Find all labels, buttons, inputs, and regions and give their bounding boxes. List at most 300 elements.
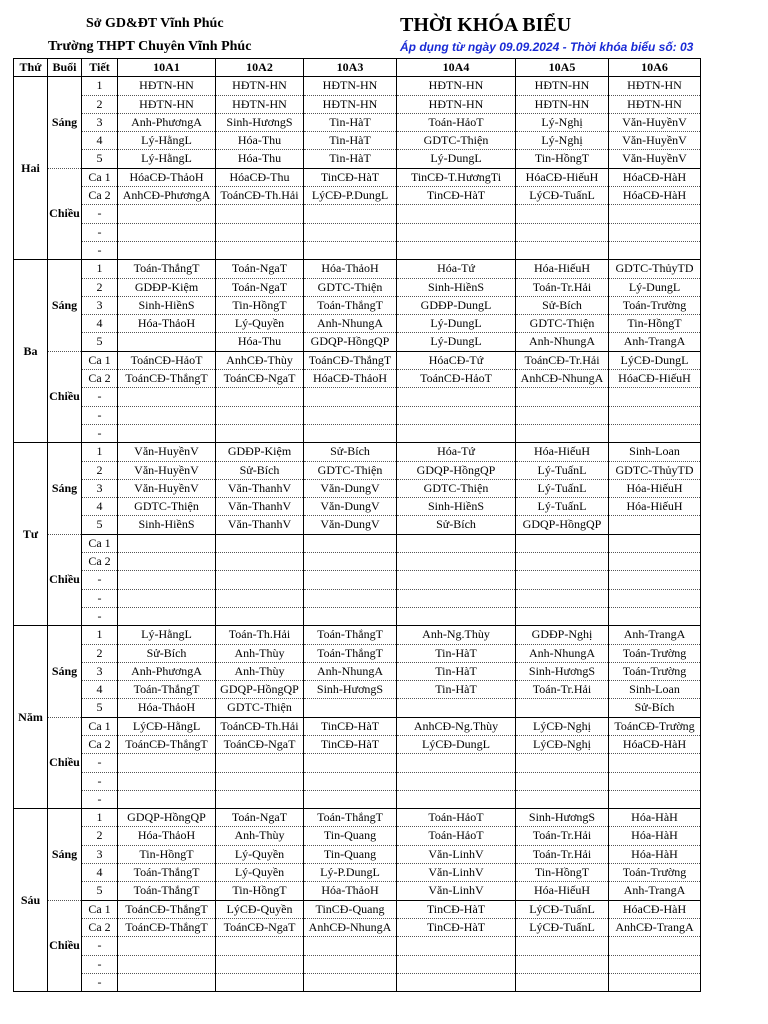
lesson-cell xyxy=(516,790,609,808)
lesson-cell: LýCĐ-Nghị xyxy=(516,717,609,735)
lesson-cell: GDTC-ThủyTD xyxy=(609,461,701,479)
lesson-cell: Văn-HuyềnV xyxy=(609,132,701,150)
lesson-cell: Anh-NhungA xyxy=(516,333,609,351)
lesson-cell xyxy=(118,223,216,241)
lesson-cell: Lý-P.DungL xyxy=(304,864,397,882)
table-row xyxy=(14,150,701,168)
period-label: 1 xyxy=(82,260,118,278)
lesson-cell xyxy=(216,607,304,625)
table-row xyxy=(14,626,701,644)
table-row xyxy=(14,516,701,534)
lesson-cell: Anh-Thùy xyxy=(216,827,304,845)
lesson-cell xyxy=(397,241,516,259)
period-label: 5 xyxy=(82,516,118,534)
lesson-cell: TinCĐ-HàT xyxy=(304,168,397,186)
table-row xyxy=(14,937,701,955)
lesson-cell xyxy=(609,955,701,973)
period-label: Ca 1 xyxy=(82,534,118,552)
lesson-cell xyxy=(118,937,216,955)
lesson-cell: Tin-HàT xyxy=(304,113,397,131)
lesson-cell xyxy=(516,424,609,442)
table-row xyxy=(14,205,701,223)
lesson-cell: Văn-DungV xyxy=(304,479,397,497)
lesson-cell xyxy=(118,406,216,424)
lesson-cell: HóaCĐ-HàH xyxy=(609,900,701,918)
day-label: Ba xyxy=(14,260,48,443)
lesson-cell: ToánCĐ-NgaT xyxy=(216,918,304,936)
lesson-cell xyxy=(118,790,216,808)
lesson-cell: HóaCĐ-Thu xyxy=(216,168,304,186)
lesson-cell: Tin-HàT xyxy=(397,681,516,699)
lesson-cell: Toán-ThắngT xyxy=(118,882,216,900)
lesson-cell xyxy=(397,205,516,223)
lesson-cell xyxy=(118,772,216,790)
table-row xyxy=(14,498,701,516)
lesson-cell xyxy=(609,534,701,552)
lesson-cell: Hóa-Thu xyxy=(216,132,304,150)
lesson-cell xyxy=(118,388,216,406)
session-label: Chiều xyxy=(48,351,82,442)
lesson-cell xyxy=(304,424,397,442)
lesson-cell: Hóa-ThảoH xyxy=(304,882,397,900)
lesson-cell: Anh-Ng.Thùy xyxy=(397,626,516,644)
table-row xyxy=(14,113,701,131)
lesson-cell: Lý-DungL xyxy=(397,333,516,351)
period-label: 1 xyxy=(82,77,118,95)
table-row xyxy=(14,443,701,461)
lesson-cell: HĐTN-HN xyxy=(216,95,304,113)
table-row xyxy=(14,589,701,607)
lesson-cell xyxy=(216,406,304,424)
lesson-cell: Hóa-HiếuH xyxy=(609,498,701,516)
table-row xyxy=(14,223,701,241)
period-label: - xyxy=(82,223,118,241)
lesson-cell: GDTC-Thiện xyxy=(397,479,516,497)
lesson-cell: Văn-HuyềnV xyxy=(609,113,701,131)
period-label: Ca 1 xyxy=(82,900,118,918)
lesson-cell: Anh-TrangA xyxy=(609,882,701,900)
lesson-cell: Anh-Thùy xyxy=(216,662,304,680)
lesson-cell xyxy=(304,241,397,259)
period-label: 4 xyxy=(82,681,118,699)
period-label: - xyxy=(82,205,118,223)
table-row xyxy=(14,827,701,845)
lesson-cell: Toán-NgaT xyxy=(216,260,304,278)
table-row xyxy=(14,315,701,333)
lesson-cell: Tin-HồngT xyxy=(216,882,304,900)
lesson-cell: Hóa-Tứ xyxy=(397,443,516,461)
lesson-cell: Tin-HàT xyxy=(397,644,516,662)
apply-info: Áp dụng từ ngày 09.09.2024 - Thời khóa biểu số: 03 xyxy=(400,40,694,54)
lesson-cell: GDTC-Thiện xyxy=(118,498,216,516)
lesson-cell xyxy=(516,589,609,607)
lesson-cell: LýCĐ-Quyền xyxy=(216,900,304,918)
lesson-cell: Hóa-Tứ xyxy=(397,260,516,278)
lesson-cell: Hóa-ThảoH xyxy=(118,699,216,717)
lesson-cell: Sinh-HiềnS xyxy=(118,516,216,534)
lesson-cell xyxy=(397,790,516,808)
lesson-cell: GDĐP-Nghị xyxy=(516,626,609,644)
period-label: 3 xyxy=(82,113,118,131)
lesson-cell xyxy=(397,388,516,406)
lesson-cell xyxy=(397,553,516,571)
lesson-cell: Sử-Bích xyxy=(397,516,516,534)
lesson-cell: Toán-Tr.Hải xyxy=(516,845,609,863)
lesson-cell xyxy=(516,699,609,717)
lesson-cell: Văn-HuyềnV xyxy=(609,150,701,168)
lesson-cell: ToánCĐ-ThắngT xyxy=(118,370,216,388)
period-label: 4 xyxy=(82,315,118,333)
lesson-cell: HĐTN-HN xyxy=(516,77,609,95)
lesson-cell xyxy=(609,241,701,259)
lesson-cell: HĐTN-HN xyxy=(304,77,397,95)
lesson-cell xyxy=(609,607,701,625)
lesson-cell: ToánCĐ-Th.Hải xyxy=(216,717,304,735)
table-row xyxy=(14,607,701,625)
period-label: 5 xyxy=(82,882,118,900)
lesson-cell: HĐTN-HN xyxy=(118,95,216,113)
lesson-cell: Hóa-HàH xyxy=(609,827,701,845)
lesson-cell xyxy=(397,424,516,442)
lesson-cell: Tin-HàT xyxy=(304,150,397,168)
lesson-cell: HĐTN-HN xyxy=(609,95,701,113)
lesson-cell: Sinh-HươngS xyxy=(516,809,609,827)
period-label: 2 xyxy=(82,461,118,479)
lesson-cell xyxy=(304,205,397,223)
table-row xyxy=(14,644,701,662)
table-row xyxy=(14,918,701,936)
lesson-cell: Toán-Tr.Hải xyxy=(516,278,609,296)
lesson-cell: Lý-DungL xyxy=(397,315,516,333)
lesson-cell: Toán-ThắngT xyxy=(304,809,397,827)
session-label: Sáng xyxy=(48,77,82,168)
lesson-cell: Sinh-HươngS xyxy=(216,113,304,131)
lesson-cell xyxy=(609,406,701,424)
lesson-cell: Lý-Nghị xyxy=(516,113,609,131)
lesson-cell: Lý-Quyền xyxy=(216,864,304,882)
lesson-cell: Văn-DungV xyxy=(304,516,397,534)
lesson-cell: HóaCĐ-HàH xyxy=(609,187,701,205)
lesson-cell xyxy=(216,973,304,991)
lesson-cell: Tin-Quang xyxy=(304,845,397,863)
table-row xyxy=(14,296,701,314)
col-header-class: 10A1 xyxy=(118,59,216,77)
session-label: Sáng xyxy=(48,443,82,534)
lesson-cell: Tin-HàT xyxy=(304,132,397,150)
lesson-cell xyxy=(609,388,701,406)
period-label: 3 xyxy=(82,296,118,314)
lesson-cell: Tin-HồngT xyxy=(118,845,216,863)
timetable xyxy=(13,58,701,992)
lesson-cell: ToánCĐ-HảoT xyxy=(397,370,516,388)
lesson-cell xyxy=(609,571,701,589)
period-label: Ca 2 xyxy=(82,370,118,388)
table-row xyxy=(14,955,701,973)
table-row xyxy=(14,95,701,113)
lesson-cell: GDĐP-Kiệm xyxy=(118,278,216,296)
period-label: 3 xyxy=(82,845,118,863)
period-label: Ca 1 xyxy=(82,168,118,186)
lesson-cell: Hóa-ThảoH xyxy=(118,827,216,845)
lesson-cell xyxy=(397,699,516,717)
period-label: - xyxy=(82,790,118,808)
lesson-cell: AnhCĐ-Thùy xyxy=(216,351,304,369)
lesson-cell: ToánCĐ-NgaT xyxy=(216,370,304,388)
lesson-cell: Anh-NhungA xyxy=(304,315,397,333)
lesson-cell: ToánCĐ-ThắngT xyxy=(118,918,216,936)
lesson-cell: LýCĐ-TuấnL xyxy=(516,918,609,936)
day-label: Năm xyxy=(14,626,48,809)
lesson-cell: HóaCĐ-ThảoH xyxy=(118,168,216,186)
lesson-cell: GDTC-Thiện xyxy=(397,132,516,150)
lesson-cell: Lý-Quyền xyxy=(216,845,304,863)
lesson-cell xyxy=(516,973,609,991)
table-row xyxy=(14,351,701,369)
period-label: 1 xyxy=(82,443,118,461)
col-header-class: 10A3 xyxy=(304,59,397,77)
lesson-cell xyxy=(397,406,516,424)
lesson-cell: Toán-ThắngT xyxy=(304,626,397,644)
table-row xyxy=(14,424,701,442)
lesson-cell: Hóa-HàH xyxy=(609,809,701,827)
period-label: 3 xyxy=(82,479,118,497)
lesson-cell xyxy=(118,333,216,351)
lesson-cell: ToánCĐ-Th.Hải xyxy=(216,187,304,205)
lesson-cell: GDQP-HồngQP xyxy=(304,333,397,351)
period-label: Ca 2 xyxy=(82,553,118,571)
lesson-cell xyxy=(216,772,304,790)
table-row xyxy=(14,882,701,900)
lesson-cell xyxy=(216,754,304,772)
lesson-cell xyxy=(304,571,397,589)
period-label: 4 xyxy=(82,132,118,150)
lesson-cell: Toán-NgaT xyxy=(216,278,304,296)
period-label: - xyxy=(82,607,118,625)
lesson-cell: Sử-Bích xyxy=(118,644,216,662)
col-header-class: 10A4 xyxy=(397,59,516,77)
lesson-cell: Anh-TrangA xyxy=(609,333,701,351)
lesson-cell: GDTC-Thiện xyxy=(216,699,304,717)
lesson-cell xyxy=(304,388,397,406)
lesson-cell xyxy=(304,772,397,790)
lesson-cell xyxy=(609,205,701,223)
lesson-cell xyxy=(397,754,516,772)
lesson-cell: Tin-HàT xyxy=(397,662,516,680)
lesson-cell xyxy=(516,955,609,973)
lesson-cell xyxy=(304,607,397,625)
lesson-cell: GDĐP-Kiệm xyxy=(216,443,304,461)
period-label: - xyxy=(82,937,118,955)
session-label: Sáng xyxy=(48,809,82,900)
lesson-cell: Lý-DungL xyxy=(397,150,516,168)
lesson-cell: Toán-ThắngT xyxy=(118,260,216,278)
day-label: Tư xyxy=(14,443,48,626)
lesson-cell: AnhCĐ-NhungA xyxy=(516,370,609,388)
lesson-cell: Toán-Tr.Hải xyxy=(516,681,609,699)
day-label: Sáu xyxy=(14,809,48,992)
lesson-cell: Lý-Quyền xyxy=(216,315,304,333)
session-label: Chiều xyxy=(48,717,82,808)
period-label: - xyxy=(82,571,118,589)
lesson-cell: HóaCĐ-Tứ xyxy=(397,351,516,369)
lesson-cell xyxy=(397,589,516,607)
lesson-cell: Sinh-HươngS xyxy=(516,662,609,680)
period-label: - xyxy=(82,241,118,259)
lesson-cell: GDQP-HồngQP xyxy=(216,681,304,699)
lesson-cell: Toán-Th.Hải xyxy=(216,626,304,644)
table-row xyxy=(14,168,701,186)
lesson-cell xyxy=(516,205,609,223)
lesson-cell xyxy=(216,388,304,406)
lesson-cell: AnhCĐ-TrangA xyxy=(609,918,701,936)
lesson-cell xyxy=(397,571,516,589)
period-label: 2 xyxy=(82,644,118,662)
lesson-cell: Văn-HuyềnV xyxy=(118,443,216,461)
lesson-cell: Anh-Thùy xyxy=(216,644,304,662)
period-label: 2 xyxy=(82,95,118,113)
lesson-cell xyxy=(216,955,304,973)
timetable-container xyxy=(13,58,701,992)
lesson-cell: LýCĐ-DungL xyxy=(609,351,701,369)
lesson-cell: Văn-ThanhV xyxy=(216,516,304,534)
lesson-cell: Toán-HảoT xyxy=(397,113,516,131)
lesson-cell: Toán-ThắngT xyxy=(304,296,397,314)
lesson-cell xyxy=(304,406,397,424)
lesson-cell xyxy=(118,424,216,442)
table-row xyxy=(14,479,701,497)
lesson-cell xyxy=(304,589,397,607)
lesson-cell xyxy=(516,223,609,241)
lesson-cell: Toán-Trường xyxy=(609,864,701,882)
period-label: Ca 2 xyxy=(82,735,118,753)
lesson-cell: HĐTN-HN xyxy=(118,77,216,95)
lesson-cell: Toán-Trường xyxy=(609,296,701,314)
period-label: - xyxy=(82,772,118,790)
lesson-cell xyxy=(216,553,304,571)
lesson-cell: AnhCĐ-NhungA xyxy=(304,918,397,936)
lesson-cell xyxy=(118,607,216,625)
period-label: 1 xyxy=(82,809,118,827)
table-row xyxy=(14,553,701,571)
lesson-cell: ToánCĐ-ThắngT xyxy=(304,351,397,369)
lesson-cell: TinCĐ-HàT xyxy=(397,900,516,918)
lesson-cell: Lý-TuấnL xyxy=(516,498,609,516)
lesson-cell: GDQP-HồngQP xyxy=(118,809,216,827)
lesson-cell: AnhCĐ-Ng.Thùy xyxy=(397,717,516,735)
table-row xyxy=(14,973,701,991)
lesson-cell: Văn-ThanhV xyxy=(216,479,304,497)
lesson-cell: Toán-ThắngT xyxy=(118,864,216,882)
period-label: - xyxy=(82,589,118,607)
lesson-cell xyxy=(118,973,216,991)
lesson-cell: Tin-HồngT xyxy=(516,150,609,168)
lesson-cell xyxy=(609,790,701,808)
lesson-cell: Sinh-HiềnS xyxy=(397,278,516,296)
lesson-cell: HóaCĐ-HiếuH xyxy=(516,168,609,186)
lesson-cell: HĐTN-HN xyxy=(397,95,516,113)
lesson-cell xyxy=(118,589,216,607)
lesson-cell xyxy=(609,973,701,991)
lesson-cell xyxy=(216,937,304,955)
lesson-cell xyxy=(397,772,516,790)
lesson-cell: ToánCĐ-NgaT xyxy=(216,735,304,753)
lesson-cell xyxy=(304,699,397,717)
table-row xyxy=(14,699,701,717)
lesson-cell: GDTC-Thiện xyxy=(304,461,397,479)
table-row xyxy=(14,260,701,278)
lesson-cell: LýCĐ-TuấnL xyxy=(516,187,609,205)
lesson-cell: Anh-NhungA xyxy=(516,644,609,662)
table-row xyxy=(14,772,701,790)
table-row xyxy=(14,333,701,351)
session-label: Chiều xyxy=(48,534,82,625)
lesson-cell: ToánCĐ-ThắngT xyxy=(118,735,216,753)
lesson-cell xyxy=(397,955,516,973)
lesson-cell xyxy=(118,571,216,589)
lesson-cell: LýCĐ-DungL xyxy=(397,735,516,753)
table-row xyxy=(14,132,701,150)
lesson-cell: HóaCĐ-HiếuH xyxy=(609,370,701,388)
period-label: 2 xyxy=(82,827,118,845)
lesson-cell: Anh-PhươngA xyxy=(118,662,216,680)
lesson-cell: Toán-HảoT xyxy=(397,809,516,827)
lesson-cell: Toán-NgaT xyxy=(216,809,304,827)
lesson-cell: Văn-DungV xyxy=(304,498,397,516)
lesson-cell xyxy=(216,424,304,442)
lesson-cell xyxy=(516,241,609,259)
lesson-cell: ToánCĐ-HảoT xyxy=(118,351,216,369)
lesson-cell: HóaCĐ-ThảoH xyxy=(304,370,397,388)
page-title: THỜI KHÓA BIỂU xyxy=(400,14,572,36)
lesson-cell: GDTC-Thiện xyxy=(516,315,609,333)
lesson-cell: ToánCĐ-ThắngT xyxy=(118,900,216,918)
lesson-cell: TinCĐ-HàT xyxy=(397,187,516,205)
lesson-cell: Văn-LinhV xyxy=(397,882,516,900)
lesson-cell xyxy=(397,607,516,625)
lesson-cell xyxy=(118,754,216,772)
lesson-cell: Hóa-ThảoH xyxy=(118,315,216,333)
lesson-cell: Hóa-HiếuH xyxy=(516,443,609,461)
lesson-cell xyxy=(397,937,516,955)
lesson-cell xyxy=(609,553,701,571)
lesson-cell xyxy=(609,754,701,772)
period-label: 4 xyxy=(82,864,118,882)
lesson-cell xyxy=(304,937,397,955)
lesson-cell xyxy=(609,937,701,955)
lesson-cell xyxy=(397,534,516,552)
period-label: - xyxy=(82,406,118,424)
lesson-cell: TinCĐ-HàT xyxy=(304,717,397,735)
table-row xyxy=(14,809,701,827)
lesson-cell: Sinh-HiềnS xyxy=(397,498,516,516)
col-header-class: 10A6 xyxy=(609,59,701,77)
period-label: 4 xyxy=(82,498,118,516)
session-label: Chiều xyxy=(48,900,82,991)
lesson-cell: Sử-Bích xyxy=(216,461,304,479)
period-label: - xyxy=(82,388,118,406)
day-label: Hai xyxy=(14,77,48,260)
lesson-cell: Sử-Bích xyxy=(516,296,609,314)
lesson-cell: Toán-HảoT xyxy=(397,827,516,845)
table-row xyxy=(14,534,701,552)
table-row xyxy=(14,241,701,259)
lesson-cell xyxy=(516,937,609,955)
lesson-cell: Hóa-Thu xyxy=(216,150,304,168)
lesson-cell xyxy=(516,406,609,424)
table-row xyxy=(14,845,701,863)
table-row xyxy=(14,754,701,772)
col-header-class: 10A2 xyxy=(216,59,304,77)
